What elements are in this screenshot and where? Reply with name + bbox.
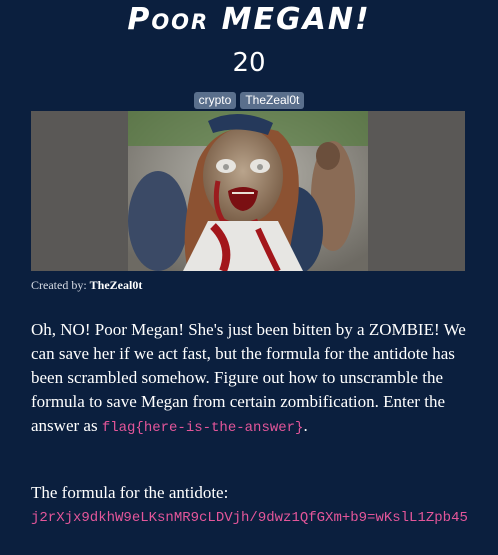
zombie-image [128, 111, 368, 271]
created-by-author[interactable]: TheZeal0t [89, 278, 143, 292]
description-text: Oh, NO! Poor Megan! She's just been bitten by a ZOMBIE! We can save her if we act fast, but the formula for the antidote has been scrambled somehow. Figure out how to unscramble the formula to save Megan from certain zombification. Enter the answer as [31, 320, 466, 435]
challenge-description [31, 318, 471, 440]
created-by-label: Created by: [31, 278, 87, 292]
challenge-title: Poor MEGAN! [127, 2, 371, 37]
challenge-points: 20 [232, 48, 266, 78]
flag-format: flag{here-is-the-answer} [101, 420, 304, 436]
tag-author[interactable]: TheZeal0t [240, 92, 304, 109]
tag-crypto[interactable]: crypto [194, 92, 237, 109]
description-end: . [303, 416, 308, 435]
challenge-image-frame [31, 111, 465, 271]
tag-list [0, 92, 498, 109]
created-by [31, 278, 142, 292]
formula-value: j2rXjx9dkhW9eLKsnMR9cLDVjh/9dwz1QfGXm+b9=wKslL1Zpb45 [31, 510, 468, 526]
formula-label: The formula for the antidote: [31, 483, 229, 502]
